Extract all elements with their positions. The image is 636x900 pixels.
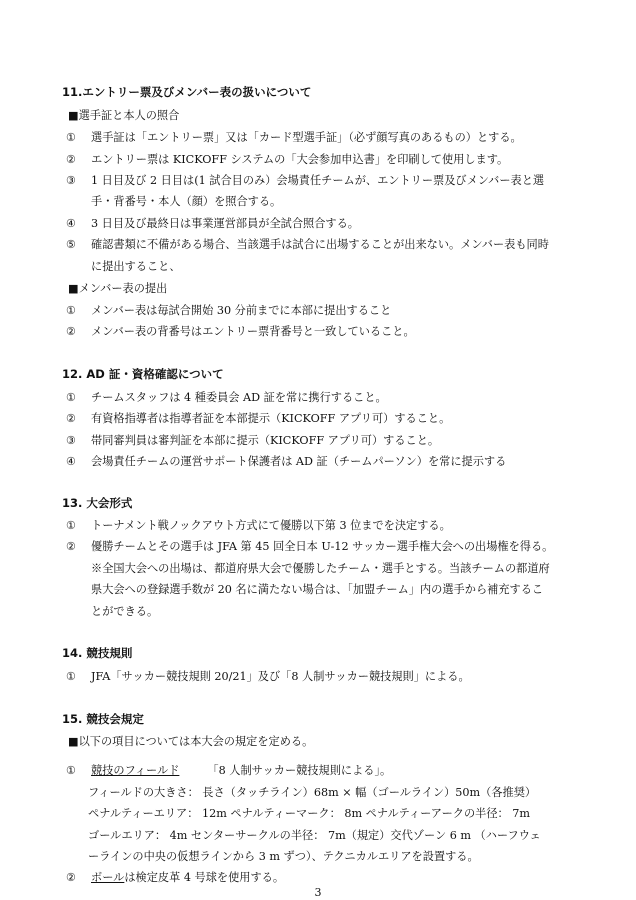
section-14-item-1 [66,668,470,684]
item-text: 3 日目及び最終日は事業運営部員が全試合照合する。 [91,217,359,230]
goal-area-line: ゴールエリア： 4m センターサークルの半径： 7m（規定）交代ゾーン 6 m （ハーフウェ [88,829,541,842]
field-rule: 「8 人制サッカー競技規則による」。 [207,764,392,777]
item-text: 帯同審判員は審判証を本部に提示（KICKOFF アプリ可）すること。 [91,434,440,447]
section-11-subheading-2: ■メンバー表の提出 [68,282,168,295]
section-11-item-1 [66,129,522,145]
item-text: 選手証は「エントリー票」又は「カード型選手証」（必ず顔写真のあるもの）とする。 [91,131,522,144]
item-number: ① [66,764,77,777]
item-text: JFA「サッカー競技規則 20/21」及び「8 人制サッカー競技規則」による。 [91,670,470,683]
item-text: エントリー票は KICKOFF システムの「大会参加申込書」を印刷して使用します。 [91,153,509,166]
section-12-item-2 [66,410,450,426]
section-11-heading: 11.エントリー票及びメンバー表の扱いについて [62,85,312,99]
section-11-item-5 [66,236,549,252]
field-label: 競技のフィールド [91,764,180,777]
section-11-subheading-1: ■選手証と本人の照合 [68,109,180,122]
item-text: 確認書類に不備がある場合、当該選手は試合に出場することが出来ない。メンバー表も同時 [91,238,549,251]
page-number: 3 [314,886,322,899]
section-11-item-3-continuation: 手・背番号・本人（顔）を照合する。 [91,195,282,208]
section-14-heading: 14. 競技規則 [62,646,133,660]
item-text: トーナメント戦ノックアウト方式にて優勝以下第 3 位までを決定する。 [91,519,451,532]
ball-text: は検定皮革 4 号球を使用する。 [124,871,285,884]
item-number: ④ [66,455,77,468]
section-13-heading: 13. 大会形式 [62,496,133,510]
technical-area-line: ーラインの中央の仮想ラインから 3 m ずつ）、テクニカルエリアを設置する。 [88,850,479,863]
item-text: 有資格指導者は指導者証を本部提示（KICKOFF アプリ可）すること。 [91,412,451,425]
item-text: 会場責任チームの運営サポート保護者は AD 証（チームパーソン）を常に提示する [91,455,507,468]
item-number: ② [66,871,77,884]
section-12-item-4 [66,453,506,469]
item-number: ⑤ [66,238,77,251]
item-number: ④ [66,217,77,230]
item-number: ① [66,519,77,532]
section-11-member-item-2 [66,323,415,339]
section-13-item-2 [66,538,553,554]
section-12-item-3 [66,432,439,448]
section-13-item-1 [66,517,451,533]
field-size-line: フィールドの大きさ： 長さ（タッチライン）68m × 幅（ゴールライン）50m（各推奨） [88,786,537,799]
item-number: ① [66,304,77,317]
section-13-note-line-3: とができる。 [91,605,159,618]
item-number: ③ [66,174,77,187]
section-13-note-line-2: 県大会への登録選手数が 20 名に満たない場合は、「加盟チーム」内の選手から補充するこ [91,583,544,596]
item-text: メンバー表は毎試合開始 30 分前までに本部に提出すること [91,304,392,317]
item-number: ② [66,325,77,338]
item-text: 1 日目及び 2 日目は(1 試合目のみ）会場責任チームが、エントリー票及びメンバー表と選 [91,174,545,187]
item-number: ② [66,540,77,553]
item-number: ① [66,670,77,683]
section-15-ball-item [66,869,284,885]
section-15-subheading: ■以下の項目については本大会の規定を定める。 [68,735,314,748]
item-text: 優勝チームとその選手は JFA 第 45 回全日本 U-12 サッカー選手権大会への出場権を得る。 [91,540,554,553]
item-number: ① [66,391,77,404]
section-12-item-1 [66,389,387,405]
section-12-heading: 12. AD 証・資格確認について [62,367,224,381]
item-number: ① [66,131,77,144]
section-11-item-4 [66,215,359,231]
item-number: ② [66,153,77,166]
section-11-item-5-continuation: に提出すること、 [91,260,181,273]
section-15-field-item [66,762,391,778]
item-number: ③ [66,434,77,447]
ball-label: ボール [91,871,125,884]
item-number: ② [66,412,77,425]
penalty-area-line: ペナルティーエリア： 12m ペナルティーマーク： 8m ペナルティーアークの半径： 7m [88,807,531,820]
item-text: メンバー表の背番号はエントリー票背番号と一致していること。 [91,325,415,338]
section-15-heading: 15. 競技会規定 [62,712,144,726]
section-11-item-3 [66,172,544,188]
item-text: チームスタッフは 4 種委員会 AD 証を常に携行すること。 [91,391,387,404]
section-11-member-item-1 [66,302,391,318]
section-13-note-line-1: ※全国大会への出場は、都道府県大会で優勝したチーム・選手とする。当該チームの都道府 [91,562,550,575]
section-11-item-2 [66,151,508,167]
